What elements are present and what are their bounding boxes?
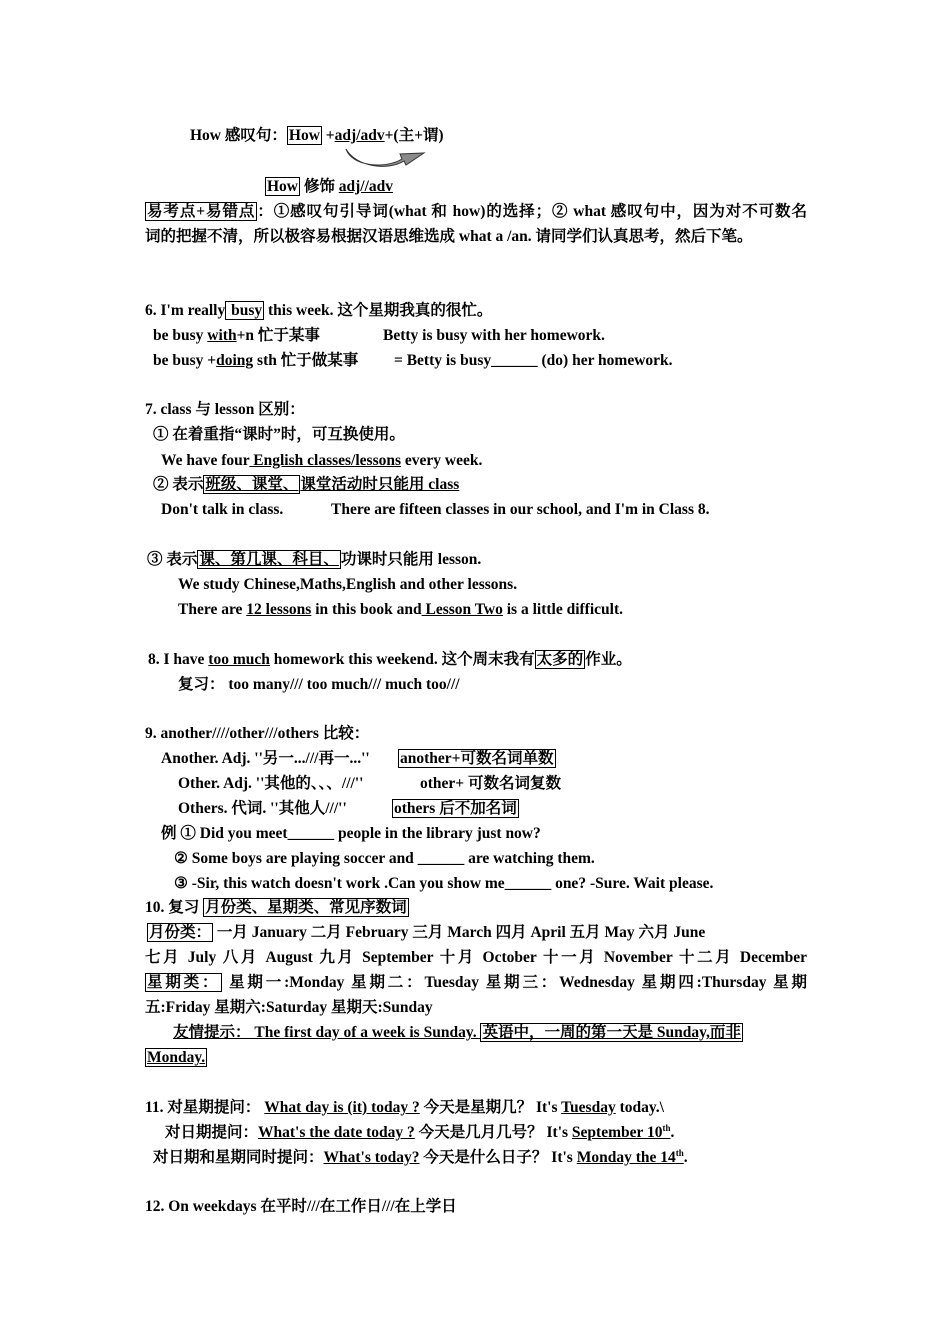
s11-date-question: 对日期提问：What's the date today ? 今天是几月几号？ It's September 10th. xyxy=(165,1122,675,1141)
how-modifies-line: How 修饰 adj//adv xyxy=(267,178,394,195)
s9-example-1: 例 ① Did you meet______ people in the library just now? xyxy=(161,825,541,842)
s7-point-3: ③ 表示 课、第几课、科目、 功课时只能用 lesson. xyxy=(147,551,482,568)
s6-title: 6. I'm really busy this week. 这个星期我真的很忙。 xyxy=(145,302,493,319)
s12-line: 12. On weekdays 在平时///在工作日///在上学日 xyxy=(145,1198,457,1215)
s7-example-2b: There are fifteen classes in our school, and I'm in Class 8. xyxy=(331,501,710,518)
s8-title: 8. I have too much homework this weekend. 这个周末我有 太多的 作业。 xyxy=(148,651,632,668)
s7-point-2: ② 表示 班级、课堂、 课堂活动时只能用 class xyxy=(153,476,460,493)
s7-example-3: We study Chinese,Maths,English and other lessons. xyxy=(178,576,518,593)
s10-weeks-2: 五:Friday 星期六:Saturday 星期天:Sunday xyxy=(145,999,433,1016)
s7-point-1: ① 在着重指“课时”时，可互换使用。 xyxy=(153,426,405,443)
s6-row-2: be busy +doing sth 忙于做某事 xyxy=(153,352,359,369)
s9-title: 9. another////other///others 比较： xyxy=(145,725,370,742)
s7-example-2a: Don't talk in class. xyxy=(161,501,284,518)
s9-row-1: Another. Adj. ''另一...///再一...'' xyxy=(161,750,370,767)
s6-row-1-example: Betty is busy with her homework. xyxy=(383,327,605,344)
exam-points-line-1: 易考点+易错点 ：①感叹句引导词(what 和 how)的选择；② what 感叹句中，因为对不可数名 xyxy=(147,203,807,220)
s11-day-question: 11. 对星期提问： What day is (it) today ? 今天是星期几？ It's Tuesday today.\ xyxy=(145,1099,664,1116)
s6-row-1: be busy with+n 忙于某事 xyxy=(153,327,320,344)
s9-row-2-note: other+ 可数名词复数 xyxy=(420,775,561,792)
exam-points-line-2: 词的把握不清，所以极容易根据汉语思维选成 what a /an. 请同学们认真思考，然后下笔。 xyxy=(145,228,753,245)
s9-row-1-box: another+可数名词单数 xyxy=(400,750,554,767)
s11-both-question: 对日期和星期同时提问：What's today? 今天是什么日子？ It's Monday the 14th. xyxy=(153,1147,688,1166)
s6-row-2-example: = Betty is busy______ (do) her homework. xyxy=(394,352,673,369)
s9-row-3: Others. 代词. ''其他人///'' xyxy=(178,800,347,817)
s7-example-1: We have four English classes/lessons every week. xyxy=(161,452,483,469)
s7-title: 7. class 与 lesson 区别： xyxy=(145,401,305,418)
s10-tip: 友情提示： The first day of a week is Sunday. 英语中，一周的第一天是 Sunday,而非 xyxy=(173,1024,741,1041)
s10-weeks-1: 星期类： 星期一:Monday 星期二：Tuesday 星期三：Wednesday 星期四:Thursday 星期 xyxy=(147,974,807,991)
s8-review: 复习： too many/// too much/// much too/// xyxy=(178,676,460,693)
exam-points-box: 易考点+易错点 xyxy=(147,203,256,220)
how-box: How xyxy=(288,127,320,144)
s10-tip-2: Monday. xyxy=(147,1049,206,1066)
curved-arrow-icon xyxy=(342,145,428,171)
s7-example-4: There are 12 lessons in this book and Lesson Two is a little difficult. xyxy=(178,601,623,618)
s9-example-2: ② Some boys are playing soccer and ______ are watching them. xyxy=(174,850,595,867)
s9-row-2: Other. Adj. ''其他的、、、///'' xyxy=(178,775,364,792)
s10-title: 10. 复习 月份类、星期类、常见序数词 xyxy=(145,899,407,916)
how-exclamation-line: How 感叹句： How +adj/adv+(主+谓) xyxy=(190,127,444,144)
s10-months-1: 月份类： 一月 January 二月 February 三月 March 四月 April 五月 May 六月 June xyxy=(149,924,706,941)
s9-example-3: ③ -Sir, this watch doesn't work .Can you show me______ one? -Sure. Wait please. xyxy=(174,875,714,892)
s9-row-3-box: others 后不加名词 xyxy=(394,800,517,817)
s10-months-2: 七月 July 八月 August 九月 September 十月 October 十一月 November 十二月 December xyxy=(145,949,807,966)
